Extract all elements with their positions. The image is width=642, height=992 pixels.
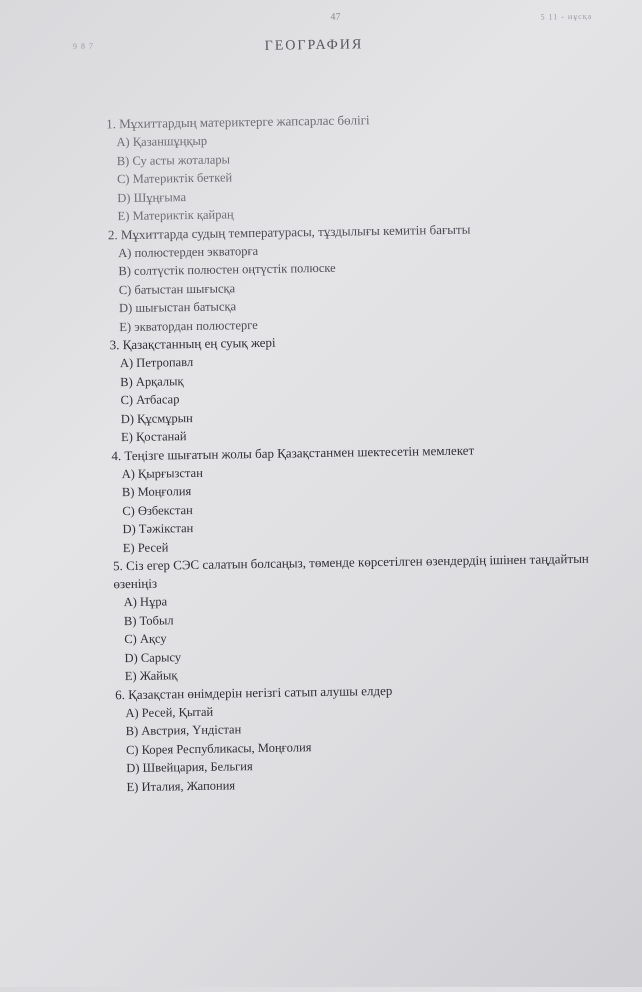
option-a: А) Нұра <box>123 594 168 610</box>
question-5 <box>113 549 615 685</box>
option-b: В) Тобыл <box>123 612 174 628</box>
option-a: А) Қазаншұңқыр <box>116 133 208 150</box>
option-list <box>108 236 609 336</box>
option-a: А) Петропавл <box>119 354 194 371</box>
page-number: 47 <box>330 11 341 23</box>
question-text: 4. Теңізге шығатын жолы бар Қазақстанмен шектесетін мемлекет <box>111 442 475 463</box>
option-e: Е) Материктік қайраң <box>117 207 234 224</box>
option-e: Е) Ресей <box>122 539 169 555</box>
question-text: 2. Мұхиттарда судың температурасы, тұздылығы кемитін бағыты <box>107 221 471 242</box>
option-b: В) Су асты жоталары <box>116 151 231 168</box>
corner-mark: 9 8 7 <box>72 41 95 51</box>
question-text: 3. Қазақстанның ең суық жері <box>109 334 276 353</box>
option-c: С) батыстан шығысқа <box>118 280 236 297</box>
option-d: D) Шұңғыма <box>117 189 187 205</box>
option-b: В) солтүстік полюстен оңтүстік полюске <box>118 260 336 279</box>
question-text: 6. Қазақстан өнімдерін негізгі сатып алушы елдер <box>115 682 393 702</box>
option-c: С) Атбасар <box>120 392 180 408</box>
option-c: С) Өзбекстан <box>122 502 193 518</box>
option-list <box>114 585 615 685</box>
option-d: D) Тәжікстан <box>122 521 194 537</box>
page-title: ГЕОГРАФИЯ <box>264 37 364 54</box>
option-e: Е) Қостанай <box>120 429 187 445</box>
option-list <box>110 346 611 446</box>
option-list <box>115 696 616 796</box>
question-6 <box>115 678 617 796</box>
question-text: 1. Мұхиттардың материктерге жапсарлас бөлігі <box>106 112 370 132</box>
option-e: Е) экватордан полюстерге <box>119 317 258 334</box>
option-c: С) Материктік беткей <box>116 170 233 187</box>
option-a: А) полюстерден экваторға <box>118 243 259 260</box>
question-2 <box>108 218 610 336</box>
option-d: D) Швейцария, Бельгия <box>126 759 253 776</box>
question-list <box>106 107 617 796</box>
option-b: В) Арқалық <box>120 373 184 389</box>
option-b: В) Моңғолия <box>121 484 192 500</box>
option-c: С) Ақсу <box>124 631 167 647</box>
option-d: D) Құсмұрын <box>120 410 193 426</box>
option-d: D) Сарысу <box>124 649 182 665</box>
option-d: D) шығыстан батысқа <box>118 299 237 316</box>
question-3 <box>110 328 612 446</box>
question-4 <box>111 439 613 557</box>
option-e: Е) Италия, Жапония <box>126 777 236 794</box>
option-b: В) Австрия, Үндістан <box>125 722 242 739</box>
option-a: А) Қырғызстан <box>121 465 203 481</box>
option-list <box>112 457 613 557</box>
option-list <box>106 125 607 225</box>
option-e: Е) Жайық <box>124 668 178 684</box>
option-c: С) Корея Республикасы, Моңғолия <box>125 739 312 757</box>
question-text: 5. Сіз егер СЭС салатын болсаңыз, төменде көрсетілген өзендердің ішінен таңдайтын өзеніңіз <box>112 550 589 592</box>
variant-label: 5 11 - нұсқа <box>540 11 593 22</box>
option-a: А) Ресей, Қытай <box>125 704 214 720</box>
question-1 <box>106 107 608 225</box>
